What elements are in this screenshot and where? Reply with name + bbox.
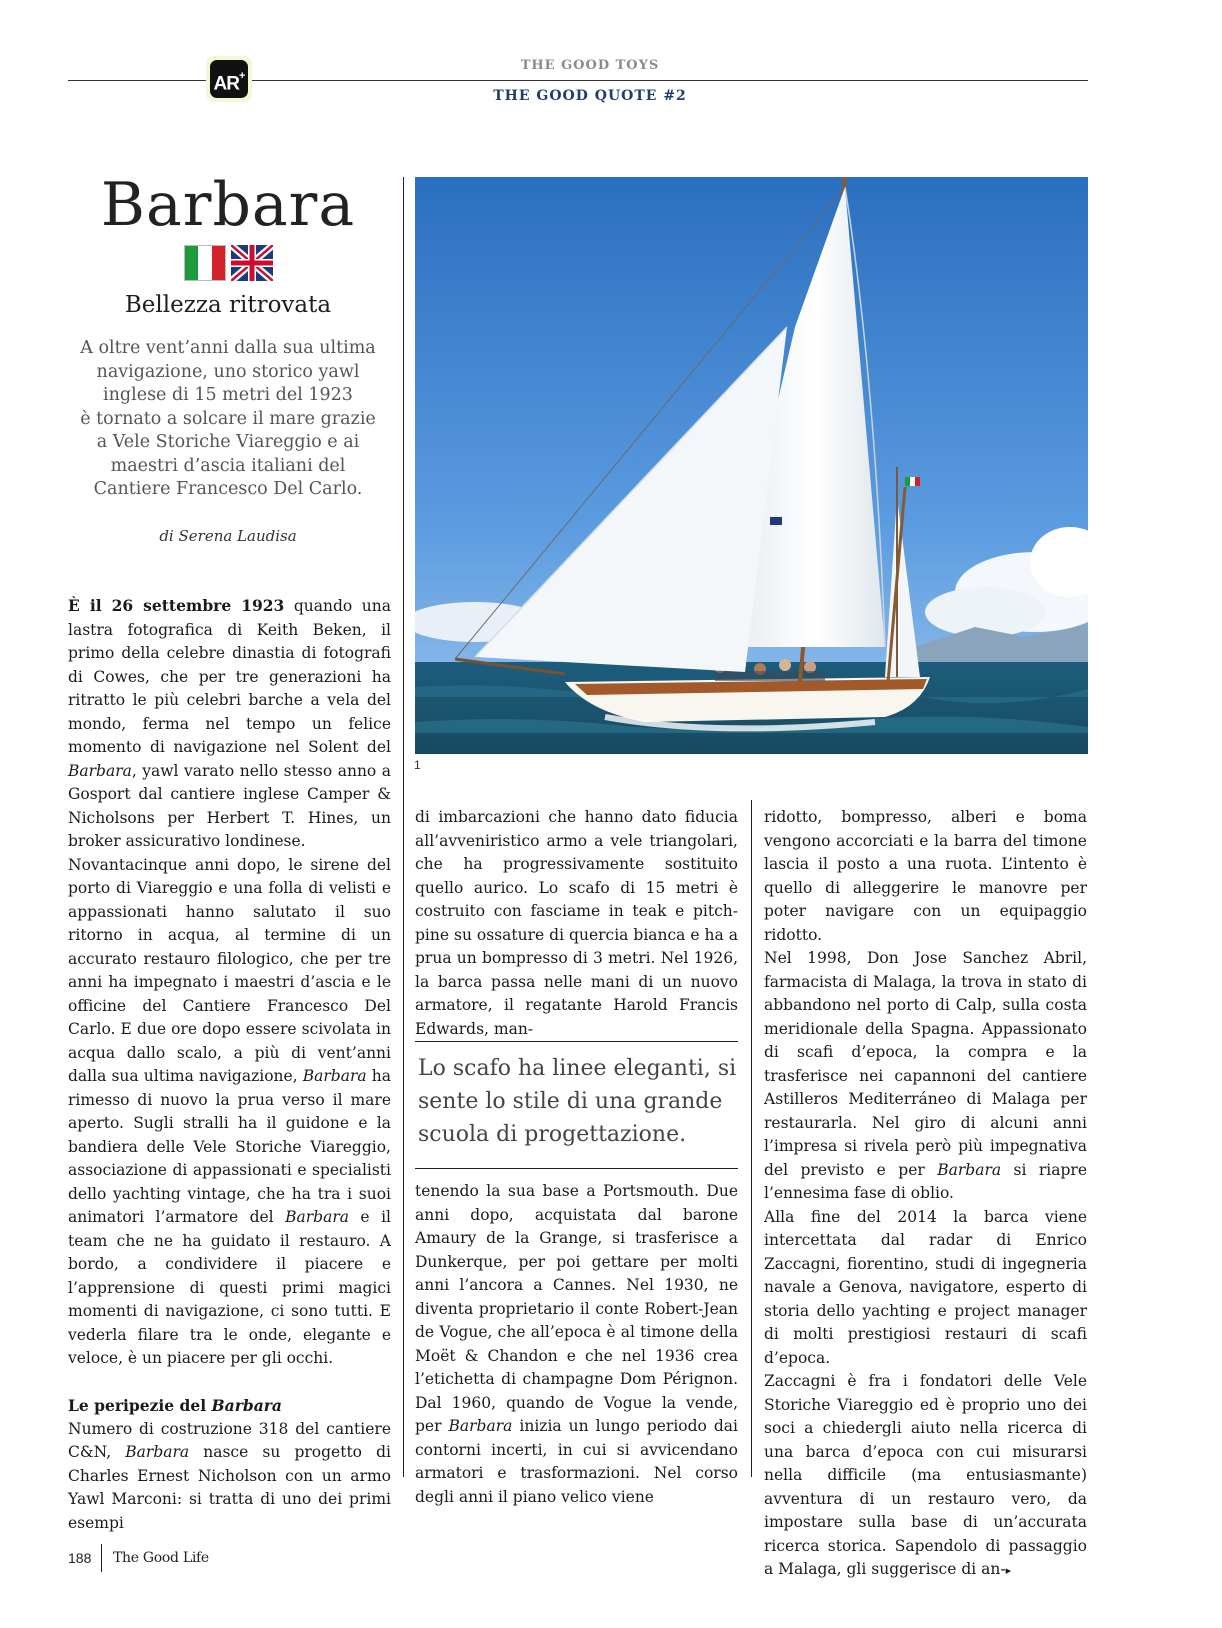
paragraph: tenendo la sua base a Portsmouth. Due anni dopo, acquistata dal barone Amaury de la Grange, si trasferisce a Dunkerque, per poi gettare per molti anni l’ancora a Cannes. Nel 1930, ne diventa proprietario il conte Robert-Jean de Vogue, che all’epoca è al timone della Moët & Chandon e che nel 1936 crea l’etichetta di champagne Dom Pérignon. Dal 1960, quando de Vogue la vende, per Barbara inizia un lungo periodo dai contorni incerti, in cui si avvicendano armatori e trasformazioni. Nel corso degli anni il piano velico viene: [415, 1182, 738, 1506]
column-divider: [751, 800, 752, 1477]
column-divider: [403, 177, 404, 1477]
pullquote-rule-bottom: [415, 1168, 738, 1169]
pullquote-rule-top: [415, 1041, 738, 1042]
paragraph: Alla fine del 2014 la barca viene intercettata dal radar di Enrico Zaccagni, fiorentino, studi di ingegneria navale a Genova, navigatore, esperto di storia dello yachting e project manager di molti prestigiosi restauri di scafi d’epoca.: [764, 1207, 1087, 1367]
paragraph: Numero di costruzione 318 del cantiere C&N, Barbara nasce su progetto di Charles Ernest Nicholson con un armo Yawl Marconi: si tratta di uno dei primi esempi: [68, 1419, 391, 1532]
deck-line: A oltre vent’anni dalla sua ultima: [80, 338, 376, 358]
ar-badge[interactable]: [206, 56, 252, 102]
sailboat-photo: [415, 177, 1088, 754]
italian-flag-icon[interactable]: [184, 245, 226, 281]
subsection-name: THE GOOD QUOTE #2: [493, 88, 687, 104]
section-heading: Le peripezie del Barbara: [68, 1396, 282, 1415]
article-title: Barbara: [100, 170, 356, 240]
paragraph: Zaccagni è fra i fondatori delle Vele Storiche Viareggio ed è proprio uno dei soci a chiedergli aiuto nella ricerca di una barca d’epoca con cui misurarsi nella difficile (ma entusiasmante) avventura di un restauro vero, da impostare sulla base di un’accurata ricerca storica. Sapendolo di passaggio a Malaga, gli suggerisce di an-▸: [764, 1372, 1087, 1578]
paragraph: di imbarcazioni che hanno dato fiducia all’avveniristico armo a vele triangolari, che ha progressivamente sostituito quello aurico. Lo scafo di 15 metri è costruito con fasciame in teak e pitch-pine su ossature di quercia bianca e ha a prua un bompresso di 3 metri. Nel 1926, la barca passa nelle mani di un nuovo armatore, il regatante Harold Francis Edwards, man-: [415, 808, 738, 1038]
deck-line: navigazione, uno storico yawl: [96, 361, 360, 382]
ar-icon: AR+: [210, 60, 248, 98]
section-name: THE GOOD TOYS: [520, 58, 660, 73]
magazine-name: The Good Life: [113, 1550, 209, 1566]
paragraph: Nel 1998, Don Jose Sanchez Abril, farmacista di Malaga, la trova in stato di abbandono nel porto di Calp, sulla costa meridionale della Spagna. Appassionato di scafi d’epoca, la compra e la trasferisce nei capannoni del cantiere Astilleros Mediterráneo di Malaga per restaurarla. Nel giro di alcuni anni l’impresa si rivela però più impegnativa del previsto e per Barbara si riapre l’ennesima fase di oblio.: [764, 949, 1087, 1202]
photo-caption-number: 1: [414, 758, 421, 772]
deck-line: Cantiere Francesco Del Carlo.: [93, 479, 363, 499]
article-subtitle: Bellezza ritrovata: [124, 292, 332, 318]
article-column-2-top: [415, 806, 738, 1041]
article-column-3: [764, 806, 1087, 1583]
paragraph: ridotto, bompresso, alberi e boma vengono accorciati e la barra del timone lascia il posto a una ruota. L’intento è quello di alleggerire le manovre per poter navigare con un equipaggio ridotto.: [764, 808, 1087, 944]
article-deck: [68, 337, 388, 502]
continue-arrow-icon: ▸: [1005, 1564, 1012, 1577]
article-column-1: [68, 594, 391, 1535]
uk-flag-icon[interactable]: [231, 245, 273, 281]
deck-line: è tornato a solcare il mare grazie: [80, 408, 376, 429]
paragraph: Novantacinque anni dopo, le sirene del porto di Viareggio e una folla di velisti e appassionati hanno salutato il suo ritorno in acqua, al termine di un accurato restauro filologico, che per tre anni ha impegnato i maestri d’ascia e le officine del Cantiere Francesco Del Carlo. E due ore dopo essere scivolata in acqua dallo scalo, a più di vent’anni dalla sua ultima navigazione, Barbara ha rimesso di nuovo la prua verso il mare aperto. Sugli stralli ha il guidone e la bandiera delle Vele Storiche Viareggio, associazione di appassionati e specialisti dello yachting vintage, che ha tra i suoi animatori l’armatore del Barbara e il team che ne ha guidato il restauro. A bordo, a condividere il piacere e l’apprensione di questi primi magici momenti di navigazione, ci sono tutti. E vederla filare tra le onde, elegante e veloce, è un piacere per gli occhi.: [68, 855, 391, 1367]
deck-line: maestri d’ascia italiani del: [110, 455, 346, 476]
footer-divider: [101, 1544, 102, 1572]
pullquote: Lo scafo ha linee eleganti, si sente lo stile di una grande scuola di progettazione.: [418, 1056, 737, 1147]
deck-line: a Vele Storiche Viareggio e ai: [96, 432, 360, 452]
byline: di Serena Laudisa: [159, 527, 297, 545]
deck-line: inglese di 15 metri del 1923: [103, 385, 353, 405]
article-column-2-bottom: [415, 1180, 738, 1509]
page-number: 188: [68, 1550, 92, 1566]
paragraph: È il 26 settembre 1923 quando una lastra fotografica di Keith Beken, il primo della celebre dinastia di fotografi di Cowes, che per tre generazioni ha ritratto le più celebri barche a vela del mondo, ferma nel tempo un felice momento di navigazione nel Solent del Barbara, yawl varato nello stesso anno a Gosport dal cantiere inglese Camper & Nicholsons per Herbert T. Hines, un broker assicurativo londinese.: [68, 596, 391, 850]
